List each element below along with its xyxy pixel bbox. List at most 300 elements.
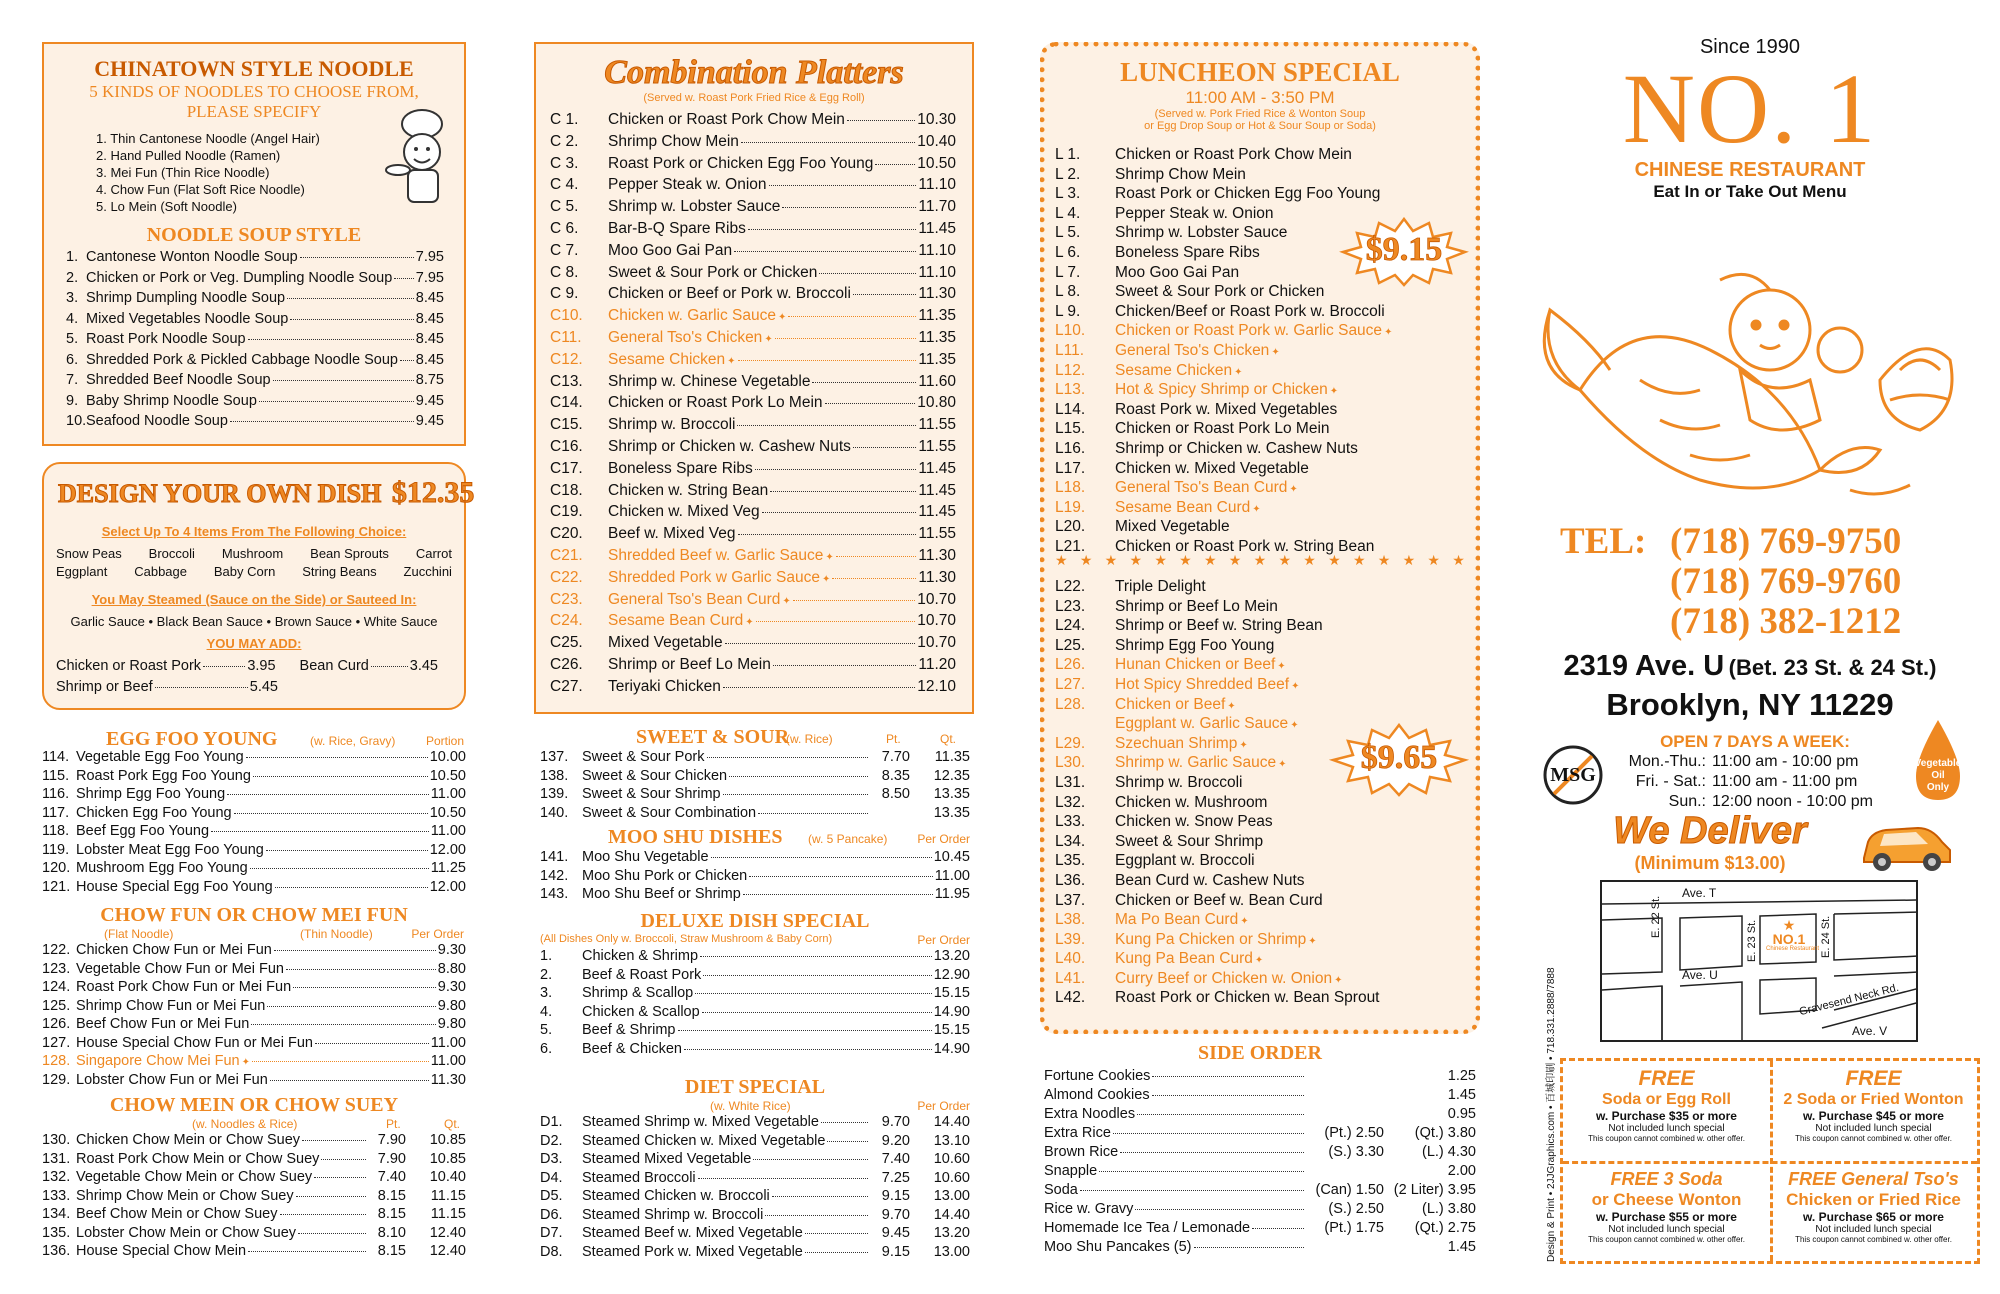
leader-dots [253,776,428,777]
map-gravesend: Gravesend Neck Rd. [1798,981,1901,1019]
coupon-headline: FREE General Tso's [1788,1169,1959,1189]
leader-dots [400,360,414,361]
coupon-3[interactable] [1563,1169,1770,1244]
diet-note: (w. White Rice) [710,1099,791,1113]
item-name: Chicken or Roast Pork Lo Mein [608,394,823,412]
item-code: L24. [1055,617,1086,635]
leader-dots [273,380,414,381]
hours-list [1612,752,1898,812]
coupon-grid [1560,1058,1980,1264]
coupon-fine-print: Not included lunch special [1608,1224,1725,1235]
item-code: 4. [540,1003,553,1020]
item-price: 11.10 [918,176,956,194]
item-code: L25. [1055,636,1086,654]
item-name: Sesame Chicken [1115,361,1233,379]
leader-dots [1152,1076,1304,1077]
phone-number[interactable]: (718) 382-1212 [1670,601,1902,642]
item-code: 136. [42,1243,71,1259]
veg-choice: Cabbage [134,564,187,579]
leader-dots [300,257,414,258]
leader-dots [267,1006,435,1007]
map-ave-v: Ave. V [1852,1024,1888,1038]
item-name: Pepper Steak w. Onion [1115,204,1274,222]
item-code: D1. [540,1114,563,1130]
leader-dots [707,757,869,758]
item-name: Eggplant w. Garlic Sauce [1115,715,1289,733]
menu-item [550,265,956,287]
item-code: C 1. [550,111,579,128]
coupon-4[interactable] [1770,1169,1977,1244]
menu-item [42,1244,466,1263]
leader-dots [314,1177,366,1178]
item-code: C16. [550,437,583,455]
item-name: Extra Rice [1044,1125,1111,1141]
design-add-1 [56,659,438,674]
coupon-2[interactable] [1770,1067,1977,1143]
item-code: C23. [550,590,583,608]
leader-dots [775,338,917,339]
menu-item [1055,147,1465,167]
item-name: Curry Beef or Chicken w. Onion [1115,969,1333,987]
item-price: 13.20 [933,948,970,964]
item-price: 9.45 [415,413,444,429]
item-name: Shrimp w. Lobster Sauce [1115,224,1288,242]
deliver-title: We Deliver [1613,810,1807,852]
item-code: 10. [66,413,87,429]
item-name: Moo Goo Gai Pan [608,241,733,259]
diet-col: Per Order [917,1099,970,1113]
hours-time: 11:00 am - 11:00 pm [1712,773,1858,790]
item-price: 11.35 [918,328,956,346]
menu-item [550,243,956,265]
item-price-small: 9.70 [881,1114,910,1130]
item-price: 11.30 [918,546,956,564]
item-price: 11.10 [918,241,956,259]
item-price: 15.15 [933,985,970,1001]
item-code: 124. [42,979,71,995]
item-name: Steamed Chicken w. Broccoli [582,1188,770,1204]
item-name: Beef Chow Fun or Mei Fun [76,1016,250,1032]
menu-item [550,199,956,221]
pepper-icon: ✦ [1234,366,1243,378]
leader-dots [702,1012,932,1013]
leader-dots [298,1233,366,1234]
item-price-large: 10.85 [429,1132,466,1148]
leader-dots [772,1196,868,1197]
item-price: 11.00 [430,1053,466,1069]
leader-dots [734,251,916,252]
item-name: Chicken or Beef [1115,695,1226,713]
menu-item [42,880,466,899]
pepper-icon: ✦ [1291,680,1300,692]
hours-day: Sun.: [1668,793,1706,810]
add-item-name: Bean Curd [299,658,369,674]
pepper-icon: ✦ [764,333,773,345]
leader-dots [248,1251,366,1252]
item-code: 134. [42,1206,71,1222]
leader-dots [753,1159,868,1160]
menu-item [550,417,956,439]
item-code: L37. [1055,891,1086,909]
address-city: Brooklyn, NY 11229 [1606,687,1894,722]
item-price-large: 12.40 [429,1224,466,1241]
phone-number[interactable]: (718) 769-9750 [1670,521,1902,562]
menu-item [66,414,444,435]
item-name: Beef w. Mixed Veg [608,525,736,543]
menu-item [550,112,956,134]
diet-title: DIET SPECIAL [684,1076,826,1098]
item-price: 10.50 [917,154,956,172]
item-price: 11.55 [918,416,956,434]
lunch-title: LUNCHEON SPECIAL [1120,57,1400,87]
item-code: L33. [1055,813,1086,831]
lunch-price-burst-1 [1339,217,1469,287]
coupon-1[interactable] [1563,1067,1770,1143]
item-price: 12.00 [429,841,466,858]
coupon-fine-print: This coupon cannot combined w. other offer. [1795,1235,1952,1244]
item-code: 125. [42,997,71,1014]
phone-block [1520,522,1980,644]
item-name: Chicken w. Garlic Sauce [608,307,776,325]
item-price-large: 13.00 [933,1188,970,1204]
pepper-icon: ✦ [1384,327,1393,339]
menu-item [42,980,466,999]
vegetable-oil-badge [1910,718,1966,802]
item-price-large: 1.45 [1447,1087,1476,1103]
item-code: C 5. [550,198,579,216]
menu-item [66,250,444,271]
hours-day: Fri. - Sat.: [1635,773,1706,790]
item-price: 10.70 [917,590,956,608]
veg-oil-line: Vegetable [1914,758,1962,769]
item-name: Sweet & Sour Combination [582,804,757,821]
design-steam: You May Steamed (Sauce on the Side) or Sauteed In: [91,592,417,607]
pepper-icon: ✦ [1290,720,1299,732]
tel-label: TEL: [1560,521,1647,562]
side-list [1044,1069,1476,1259]
item-code: L 4. [1055,204,1081,222]
item-price: 11.00 [934,867,970,884]
item-code: L21. [1055,537,1086,555]
item-name: General Tso's Chicken [1115,341,1270,359]
item-name: Sweet & Sour Pork [582,749,705,765]
menu-item [1044,1107,1476,1126]
menu-item [550,613,956,635]
item-name: Fortune Cookies [1044,1068,1151,1084]
menu-item [540,769,970,788]
hours-row [1612,792,1898,812]
item-name: Steamed Mixed Vegetable [582,1151,752,1167]
phone-number[interactable]: (718) 769-9760 [1670,561,1902,602]
item-code: L30. [1055,754,1086,772]
chow-mein-col-qt: Qt. [443,1117,460,1131]
veg-oil-line: Oil [1931,770,1945,781]
menu-item [540,1134,970,1153]
item-price-large: (L.) 3.80 [1422,1201,1476,1217]
menu-item [42,962,466,981]
hours-time: 12:00 noon - 10:00 pm [1712,793,1874,810]
item-price-large: 1.45 [1447,1239,1476,1255]
design-title-row [58,476,474,510]
leader-dots [743,894,933,895]
item-name: Chicken or Roast Pork Chow Mein [608,111,845,128]
menu-item [550,352,956,374]
leader-dots [756,621,916,622]
item-price-small: 9.70 [881,1206,910,1223]
menu-item [540,1171,970,1190]
item-price-large: (Qt.) 2.75 [1414,1220,1476,1236]
item-code: L35. [1055,852,1086,870]
menu-item [42,1207,466,1226]
item-price: 8.45 [415,351,444,368]
msg-text: MSG [1550,764,1596,786]
noodle-kind: 2. Hand Pulled Noodle (Ramen) [96,148,281,163]
leader-dots [762,512,917,513]
item-name: House Special Egg Foo Young [76,878,273,895]
item-price-small: 8.35 [881,767,910,784]
item-code: C19. [550,503,583,521]
item-name: Shrimp Chow Fun or Mei Fun [76,997,266,1014]
leader-dots [1194,1247,1305,1248]
menu-item [1055,932,1465,952]
address-street-row [1520,650,1980,683]
menu-item [1055,912,1465,932]
menu-item [1055,834,1465,854]
moo-shu-title: MOO SHU DISHES [608,826,783,848]
item-name: Shrimp w. Garlic Sauce [1115,754,1277,772]
item-code: 129. [42,1071,71,1088]
menu-item [42,1036,466,1055]
menu-item [540,1226,970,1245]
delivery-car-icon [1858,818,1954,874]
item-name: Shrimp w. Lobster Sauce [608,198,781,216]
item-code: 1. [540,948,553,964]
leader-dots [737,425,916,426]
pepper-icon: ✦ [1239,739,1248,751]
leader-dots [741,142,915,143]
map-marker [1766,917,1820,952]
map-ave-t: Ave. T [1682,886,1717,900]
item-code: L26. [1055,656,1086,674]
item-price-small: (S.) 2.50 [1328,1201,1384,1217]
item-name: Lobster Chow Fun or Mei Fun [76,1071,268,1088]
item-code: L13. [1055,381,1086,399]
item-code: L20. [1055,518,1086,536]
item-name: Shredded Pork w Garlic Sauce [608,568,820,586]
item-name: Chicken or Beef w. Bean Curd [1115,891,1323,909]
item-name: Mixed Vegetables Noodle Soup [86,310,289,327]
item-price-small: 8.10 [377,1224,406,1241]
leader-dots [729,776,868,777]
item-code: C22. [550,568,583,586]
leader-dots [853,447,916,448]
item-price-large: (Qt.) 3.80 [1414,1125,1476,1141]
item-name: House Special Chow Mein [76,1243,247,1259]
item-price: 11.30 [918,285,956,303]
menu-item [1055,697,1465,717]
item-name: Roast Pork Chow Mein or Chow Suey [76,1150,320,1167]
sweet-sour-col-qt: Qt. [939,732,956,746]
leader-dots [805,1252,868,1253]
menu-item [550,330,956,352]
leader-dots [836,556,917,557]
combo-panel [534,42,974,714]
item-name: Sweet & Sour Shrimp [1115,832,1264,850]
item-code: L41. [1055,969,1086,987]
leader-dots [711,857,932,858]
item-code: L31. [1055,773,1086,791]
item-price: 11.10 [918,263,956,281]
menu-item [1055,519,1465,539]
item-code: L10. [1055,322,1086,340]
item-code: L28. [1055,695,1086,713]
menu-item [1055,304,1465,324]
hours-section [1612,732,1898,812]
item-code: L29. [1055,734,1086,752]
item-price: 7.95 [415,269,444,286]
item-name: Chicken w. Snow Peas [1115,813,1273,831]
item-price-small: (Can) 1.50 [1315,1182,1384,1198]
item-price: 11.35 [918,350,956,368]
veg-choice: Broccoli [148,546,195,561]
leader-dots [678,1030,932,1031]
coupon-offer: or Cheese Wonton [1591,1190,1742,1209]
item-price: 11.55 [918,525,956,543]
leader-dots [812,382,916,383]
menu-item [42,861,466,880]
item-code: D5. [540,1188,563,1204]
leader-dots [280,1214,367,1215]
leader-dots [296,1196,366,1197]
menu-item [540,850,970,869]
chow-mein-note: (w. Noodles & Rice) [192,1117,298,1131]
coupon-offer: Chicken or Fried Rice [1786,1190,1961,1209]
item-name: Steamed Pork w. Mixed Vegetable [582,1243,803,1260]
pepper-icon: ✦ [778,312,787,324]
leader-dots [703,975,931,976]
item-code: 3. [66,290,79,306]
item-name: Chicken w. Mixed Vegetable [1115,459,1309,477]
coupon-condition: w. Purchase $35 or more [1596,1109,1737,1123]
moo-shu-note: (w. 5 Pancake) [808,832,888,846]
item-name: Chicken Chow Fun or Mei Fun [76,942,272,958]
item-name: Chicken w. Mushroom [1115,793,1268,811]
menu-item [42,1133,466,1152]
chow-fun-section [42,904,466,1091]
menu-item [1055,421,1465,441]
item-name: Shrimp Egg Foo Young [1115,636,1275,654]
item-code: L 5. [1055,224,1081,242]
coupon-fine-print: Not included lunch special [1815,1123,1932,1134]
item-name: Chicken w. String Bean [608,481,769,499]
pepper-icon: ✦ [1329,386,1339,398]
sweet-sour-section [540,726,970,824]
item-code: L42. [1055,989,1086,1007]
egg-foo-header [42,728,466,750]
item-name: Shrimp Egg Foo Young [76,786,226,802]
item-price-large: 10.40 [429,1169,466,1185]
item-code: 142. [540,867,569,884]
lunch-hours: 11:00 AM - 3:50 PM [1185,88,1335,107]
item-name: Beef & Shrimp [582,1022,676,1038]
leader-dots [246,757,428,758]
item-name: Moo Shu Pancakes (5) [1044,1239,1192,1255]
menu-item [1055,382,1465,402]
lunch-list-1 [1055,147,1465,558]
item-code: L27. [1055,675,1086,693]
leader-dots [782,207,916,208]
item-code: 2. [66,269,79,286]
leader-dots [1137,1114,1304,1115]
leader-dots [1080,1190,1304,1191]
item-price: 9.80 [437,1016,466,1032]
item-name: Boneless Spare Ribs [608,459,753,477]
menu-item [1055,814,1465,834]
chow-mein-title: CHOW MEIN OR CHOW SUEY [109,1094,399,1116]
leader-dots [1113,1133,1304,1134]
pepper-icon: ✦ [745,617,754,629]
item-name: General Tso's Bean Curd [608,590,781,608]
design-title: DESIGN YOUR OWN DISH [58,479,382,508]
add-item-name: Chicken or Roast Pork [56,658,202,674]
item-code: C 3. [550,154,579,172]
menu-item [1055,186,1465,206]
chow-mein-col-pt: Pt. [386,1117,401,1131]
item-price: 11.35 [918,307,956,325]
chow-fun-title: CHOW FUN OR CHOW MEI FUN [100,904,408,926]
leader-dots [266,850,428,851]
menu-item [66,291,444,312]
item-name: Sweet & Sour Pork or Chicken [608,263,818,281]
coupon-fine-print: This coupon cannot combined w. other offer. [1588,1235,1745,1244]
item-price: 11.55 [918,437,956,455]
design-veg-row-2 [56,564,452,579]
deluxe-section [540,910,970,1060]
item-code: 116. [42,786,70,802]
pepper-icon: ✦ [1271,346,1280,358]
item-name: Vegetable Chow Fun or Mei Fun [76,960,284,977]
item-code: L18. [1055,479,1086,497]
item-code: L16. [1055,439,1086,457]
item-name: Roast Pork Noodle Soup [86,331,246,347]
menu-item [1044,1202,1476,1221]
item-code: C18. [550,481,583,499]
item-name: Chicken or Pork or Veg. Dumpling Noodle Soup [86,269,393,286]
item-name: Shredded Beef w. Garlic Sauce [608,546,824,564]
menu-item [1055,990,1465,1010]
item-code: 131. [42,1150,71,1167]
menu-item [66,353,444,374]
sweet-sour-note: (w. Rice) [786,732,833,746]
pepper-icon: ✦ [1254,955,1264,967]
add-item-name: Shrimp or Beef [56,679,153,695]
item-name: Homemade Ice Tea / Lemonade [1044,1220,1251,1236]
item-name: Singapore Chow Mei Fun [76,1053,240,1069]
item-name: Shrimp or Chicken w. Cashew Nuts [1115,439,1358,457]
item-name: Shrimp w. Broccoli [608,416,736,434]
veg-choice: Baby Corn [213,564,276,579]
deluxe-note: (All Dishes Only w. Broccoli, Straw Mushroom & Baby Corn) [540,933,833,945]
leader-dots [738,360,917,361]
noodle-kind: 4. Chow Fun (Flat Soft Rice Noodle) [96,182,305,197]
item-name: Chicken or Roast Pork Lo Mein [1115,420,1330,438]
print-credit: Design & Print • 2JJGraphics.com • 百城印刷 • 718.331.2888/7888 [1546,967,1557,1262]
leader-dots [821,1122,868,1123]
menu-item [550,526,956,548]
menu-item [1055,677,1465,697]
item-code: 7. [66,372,79,388]
leader-dots [287,298,414,299]
